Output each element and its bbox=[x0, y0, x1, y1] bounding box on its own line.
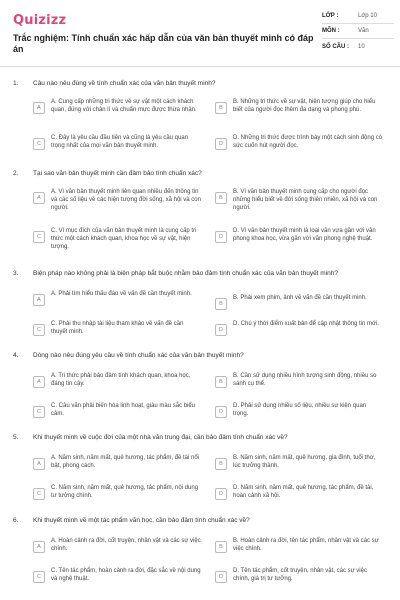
option-letter-box[interactable]: A bbox=[33, 458, 45, 470]
option-d[interactable] bbox=[215, 227, 383, 255]
option-letter-box[interactable]: A bbox=[33, 102, 45, 114]
option-letter-box[interactable]: D bbox=[215, 571, 227, 583]
option-text: C. Phải thu nhập tài liệu tham khảo về vấn đề cần thuyết minh. bbox=[51, 321, 184, 335]
option-letter-box[interactable]: B bbox=[215, 541, 227, 553]
option-text: D. Chú ý thời điểm xuất bản để cập nhật thông tin mới. bbox=[233, 321, 379, 327]
option-letter-box[interactable]: B bbox=[215, 458, 227, 470]
option-text: D. Những tri thức được trình bày một cách sinh động có sức cuốn hút người đọc. bbox=[233, 135, 383, 149]
meta-row-subject bbox=[322, 24, 394, 39]
question-text: Tại sao văn bản thuyết minh cần đảm bảo tính chuẩn xác? bbox=[33, 170, 202, 177]
worksheet-header bbox=[0, 0, 400, 66]
option-d[interactable] bbox=[215, 134, 383, 162]
question-text: Biện pháp nào không phải là biện pháp bắt buộc nhằm bảo đảm tính chuẩn xác của văn bản thuyết minh? bbox=[33, 270, 339, 277]
option-letter-box[interactable]: A bbox=[33, 541, 45, 553]
option-letter-box[interactable]: C bbox=[33, 324, 45, 336]
option-c[interactable] bbox=[33, 484, 201, 512]
worksheet-title: Trắc nghiệm: Tính chuẩn xác hấp dẫn của văn bản thuyết minh có đáp án bbox=[13, 33, 314, 54]
option-text: A. Vì văn bản thuyết minh liên quan nhiều đến thông tin và các số liệu về các hiện tượng đời sống, xã hội và con người. bbox=[51, 189, 201, 211]
option-d[interactable] bbox=[215, 402, 383, 430]
meta-row-count bbox=[322, 39, 394, 54]
option-text: A. Hoàn cảnh ra đời, cốt truyện, nhân vật và các sự việc chính. bbox=[51, 538, 201, 552]
option-letter-box[interactable]: C bbox=[33, 231, 45, 243]
option-letter-box[interactable]: D bbox=[215, 138, 227, 150]
option-text: C. Đây là yêu cầu đầu tiên và cũng là yêu cầu quan trọng nhất của mọi văn bản thuyết minh. bbox=[51, 135, 189, 149]
option-c[interactable] bbox=[33, 567, 201, 595]
option-text: A. Cung cấp những tri thức về sự vật một cách khách quan, đúng với chân lí và chuẩn mực được thừa nhận. bbox=[51, 99, 197, 113]
option-b[interactable] bbox=[215, 454, 383, 482]
option-letter-box[interactable]: C bbox=[33, 488, 45, 500]
option-d[interactable] bbox=[215, 320, 383, 348]
option-text: B. Vì văn bản thuyết minh cung cấp cho người đọc những hiểu biết về đời sống thiên nhiên, xã hội và con người. bbox=[233, 189, 378, 211]
option-c[interactable] bbox=[33, 320, 201, 348]
question-number: 2. bbox=[13, 170, 19, 177]
option-letter-box[interactable]: B bbox=[215, 102, 227, 114]
option-text: B. Hoàn cảnh ra đời, tên tác phẩm, nhân vật và các sự việc chính. bbox=[233, 538, 379, 552]
option-letter-box[interactable]: B bbox=[215, 376, 227, 388]
meta-value: Văn bbox=[358, 28, 369, 34]
option-letter-box[interactable]: C bbox=[33, 571, 45, 583]
option-letter-box[interactable]: B bbox=[215, 298, 227, 310]
option-letter-box[interactable]: A bbox=[33, 192, 45, 204]
option-a[interactable] bbox=[33, 372, 201, 400]
option-a[interactable] bbox=[33, 454, 201, 482]
option-text: D. Phải sử dụng nhiều số liệu, nhiều sự kiện quan trọng. bbox=[233, 403, 367, 417]
question-text: Khi thuyết minh về một tác phẩm văn học, cần bảo đảm tính chuẩn xác về? bbox=[33, 517, 250, 524]
option-letter-box[interactable]: B bbox=[215, 192, 227, 204]
option-letter-box[interactable]: A bbox=[33, 294, 45, 306]
option-letter-box[interactable]: D bbox=[215, 406, 227, 418]
option-text: D. Vì văn bản thuyết minh là loại văn vựa gần với văn phong khoa học, vừa gần với văn phong nghệ thuật. bbox=[233, 228, 376, 242]
option-b[interactable] bbox=[215, 188, 383, 216]
meta-label: LỚP : bbox=[322, 13, 339, 19]
option-letter-box[interactable]: D bbox=[215, 324, 227, 336]
header-divider bbox=[0, 66, 400, 67]
option-text: A. Phải tìm hiểu thấu đáo về vấn đề cần thuyết minh. bbox=[51, 291, 192, 297]
option-letter-box[interactable]: A bbox=[33, 376, 45, 388]
question-number: 5. bbox=[13, 434, 19, 441]
option-text: C. Câu văn phải biến hóa linh hoạt, giàu màu sắc biểu cảm. bbox=[51, 403, 196, 417]
option-letter-box[interactable]: C bbox=[33, 406, 45, 418]
meta-label: MÔN : bbox=[322, 28, 340, 34]
option-text: A. Tri thức phải bảo đảm tính khách quan, khoa học, đáng tin cậy. bbox=[51, 373, 191, 387]
question-text: Câu nào nêu đúng về tính chuẩn xác của văn bản thuyết minh? bbox=[33, 80, 216, 87]
option-a[interactable] bbox=[33, 537, 201, 565]
option-b[interactable] bbox=[215, 372, 383, 400]
question-number: 3. bbox=[13, 270, 19, 277]
option-a[interactable] bbox=[33, 98, 201, 126]
option-c[interactable] bbox=[33, 227, 201, 255]
option-text: D. Năm sinh, năm mất, quê hương, tác phẩm, đề tài, hoàn cảnh xã hội. bbox=[233, 485, 374, 499]
question-number: 1. bbox=[13, 80, 19, 87]
meta-row-class bbox=[322, 9, 394, 24]
option-text: C. Vì mục đích của văn bản thuyết minh là cung cấp tri thức một cách khách quan, khoa học về sự vật, hiện tượng. bbox=[51, 228, 197, 250]
option-letter-box[interactable]: D bbox=[215, 231, 227, 243]
option-a[interactable] bbox=[33, 188, 201, 216]
question-text: Khi thuyết minh về cuộc đời của một nhà văn trung đại, cần bảo đảm tính chuẩn xác về? bbox=[33, 434, 288, 441]
option-text: A. Năm sinh, năm mất, quê hương, tác phẩm, đề tài nổi bật, phong cách. bbox=[51, 455, 200, 469]
option-text: C. Năm sinh, năm mất, quê hương, tác phẩm, nội dung tư tưởng chính. bbox=[51, 485, 199, 499]
option-b[interactable] bbox=[215, 294, 383, 322]
option-text: B. Cần sử dụng nhiều hình tượng sinh động, nhiều so sánh cụ thể. bbox=[233, 373, 377, 387]
meta-value: Lớp 10 bbox=[358, 13, 377, 19]
quizizz-logo[interactable]: Quizizz bbox=[13, 13, 67, 28]
option-letter-box[interactable]: C bbox=[33, 138, 45, 150]
meta-value: 10 bbox=[358, 43, 365, 50]
meta-label: SỐ CÂU : bbox=[322, 43, 349, 50]
option-text: B. Năm sinh, năm mất, quê hương, gia đình, tuổi thơ, lúc trưởng thành. bbox=[233, 455, 376, 469]
question-number: 4. bbox=[13, 352, 19, 359]
worksheet-meta bbox=[322, 9, 394, 54]
option-c[interactable] bbox=[33, 402, 201, 430]
option-d[interactable] bbox=[215, 484, 383, 512]
option-text: B. Những tri thức về sự vật, hiện tượng giúp cho hiểu biết của người đọc thêm đa dạng và phong phú. bbox=[233, 99, 376, 113]
option-b[interactable] bbox=[215, 98, 383, 126]
option-text: D. Tên tác phẩm, cốt truyện, nhân vật, các sự việc chính, giá trị tư tưởng. bbox=[233, 568, 367, 582]
option-b[interactable] bbox=[215, 537, 383, 565]
option-a[interactable] bbox=[33, 290, 201, 318]
question-number: 6. bbox=[13, 517, 19, 524]
option-text: C. Tên tác phẩm, hoàn cảnh ra đời, đặc sắc về nội dung và nghệ thuật. bbox=[51, 568, 201, 582]
option-text: B. Phải xem phim, ảnh về vấn đề cần thuyết minh. bbox=[233, 295, 367, 301]
option-d[interactable] bbox=[215, 567, 383, 595]
question-text: Dòng nào nêu đúng yêu cầu về tính chuẩn xác của văn bản thuyết minh? bbox=[33, 352, 244, 359]
option-letter-box[interactable]: D bbox=[215, 488, 227, 500]
option-c[interactable] bbox=[33, 134, 201, 162]
